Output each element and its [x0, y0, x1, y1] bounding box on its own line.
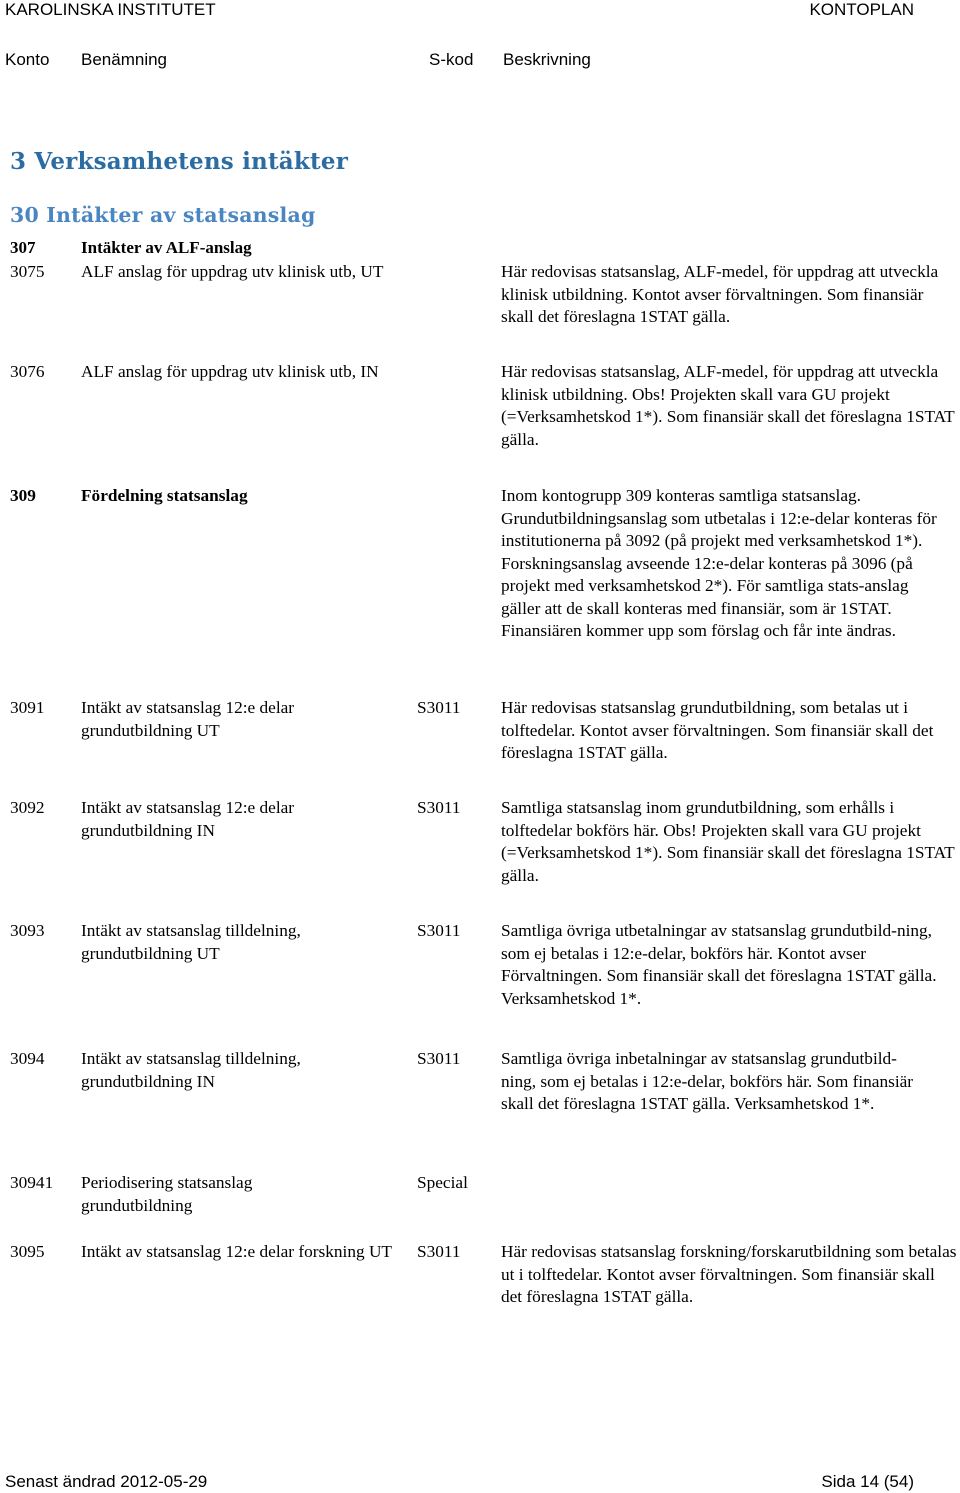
- account-code: 30941: [10, 1173, 54, 1192]
- account-name: ALF anslag för uppdrag utv klinisk utb, IN: [81, 362, 379, 381]
- account-description: Samtliga statsanslag inom grundutbildning, som erhålls i tolftedelar bokförs här. Obs! Projekten skall vara GU projekt (=Verksamhetskod 1*). Som finansiär skall det föreslagna 1STAT gälla.: [501, 798, 955, 885]
- s-code: S3011: [417, 698, 461, 717]
- subsection-title: 30 Intäkter av statsanslag: [10, 203, 316, 227]
- account-name: Intäkt av statsanslag 12:e delar forskning UT: [81, 1242, 392, 1261]
- s-code: S3011: [417, 921, 461, 940]
- col-header-konto: Konto: [5, 50, 50, 69]
- account-description: Samtliga övriga inbetalningar av statsanslag grundutbild-ning, som ej betalas i 12:e-delar, bokförs här. Som finansiär skall det föreslagna 1STAT gälla. Verksamhetskod 1*.: [501, 1049, 914, 1113]
- account-description: Här redovisas statsanslag grundutbildning, som betalas ut i tolftedelar. Kontot avser förvaltningen. Som finansiär skall det föreslagna 1STAT gälla.: [501, 698, 934, 762]
- account-code: 3093: [10, 921, 45, 940]
- column-headers: [0, 50, 960, 72]
- s-code: S3011: [417, 1049, 461, 1068]
- account-name: Intäkt av statsanslag tilldelning, grundutbildning IN: [81, 1049, 301, 1091]
- account-description: Här redovisas statsanslag, ALF-medel, för uppdrag att utveckla klinisk utbildning. Obs! Projekten skall vara GU projekt (=Verksamhetskod 1*). Som finansiär skall det föreslagna 1STAT gälla.: [501, 362, 955, 449]
- s-code: S3011: [417, 798, 461, 817]
- s-code: S3011: [417, 1242, 461, 1261]
- group-code: 307: [10, 238, 36, 257]
- col-header-skod: S-kod: [429, 50, 474, 69]
- account-name: Intäkt av statsanslag tilldelning, grundutbildning UT: [81, 921, 301, 963]
- group-name: Intäkter av ALF-anslag: [81, 238, 252, 257]
- account-description: Här redovisas statsanslag forskning/forskarutbildning som betalas ut i tolftedelar. Kontot avser förvaltningen. Som finansiär skall det föreslagna 1STAT gälla.: [501, 1242, 957, 1306]
- org-name: KAROLINSKA INSTITUTET: [5, 0, 216, 19]
- page-footer: [0, 1472, 960, 1493]
- account-code: 3092: [10, 798, 45, 817]
- account-code: 309: [10, 486, 36, 505]
- account-code: 3091: [10, 698, 45, 717]
- section-title: 3 Verksamhetens intäkter: [10, 148, 349, 175]
- page-header: [0, 0, 960, 20]
- account-description: Här redovisas statsanslag, ALF-medel, för uppdrag att utveckla klinisk utbildning. Kontot avser förvaltningen. Som finansiär skall det föreslagna 1STAT gälla.: [501, 262, 939, 326]
- account-code: 3094: [10, 1049, 45, 1068]
- account-name: Intäkt av statsanslag 12:e delar grundutbildning UT: [81, 698, 295, 740]
- document-title: KONTOPLAN: [809, 0, 914, 19]
- page-number: Sida 14 (54): [821, 1472, 914, 1491]
- col-header-beskrivning: Beskrivning: [503, 50, 591, 69]
- account-description: Inom kontogrupp 309 konteras samtliga statsanslag. Grundutbildningsanslag som utbetalas i 12:e-delar konteras för institutionerna på 3092 (på projekt med verksamhetskod 1*). Forskningsanslag avseende 12:e-delar konteras på 3096 (på projekt med verksamhetskod 2*). För samtliga stats-anslag gäller att de skall konteras med finansiär, som är 1STAT. Finansiären kommer upp som förslag och får inte ändras.: [501, 486, 937, 640]
- s-code: Special: [417, 1173, 468, 1192]
- account-description: Samtliga övriga utbetalningar av statsanslag grundutbild-ning, som ej betalas i 12:e-delar, bokförs här. Kontot avser Förvaltningen. Som finansiär skall det föreslagna 1STAT gälla. Verksamhetskod 1*.: [501, 921, 937, 1008]
- account-name: Intäkt av statsanslag 12:e delar grundutbildning IN: [81, 798, 295, 840]
- col-header-benamning: Benämning: [81, 50, 168, 69]
- account-code: 3076: [10, 362, 45, 381]
- account-code: 3075: [10, 262, 45, 281]
- account-name: ALF anslag för uppdrag utv klinisk utb, UT: [81, 262, 384, 281]
- account-name: Fördelning statsanslag: [81, 486, 248, 505]
- account-name: Periodisering statsanslag grundutbildning: [81, 1173, 253, 1215]
- account-code: 3095: [10, 1242, 45, 1261]
- last-changed: Senast ändrad 2012-05-29: [5, 1472, 208, 1491]
